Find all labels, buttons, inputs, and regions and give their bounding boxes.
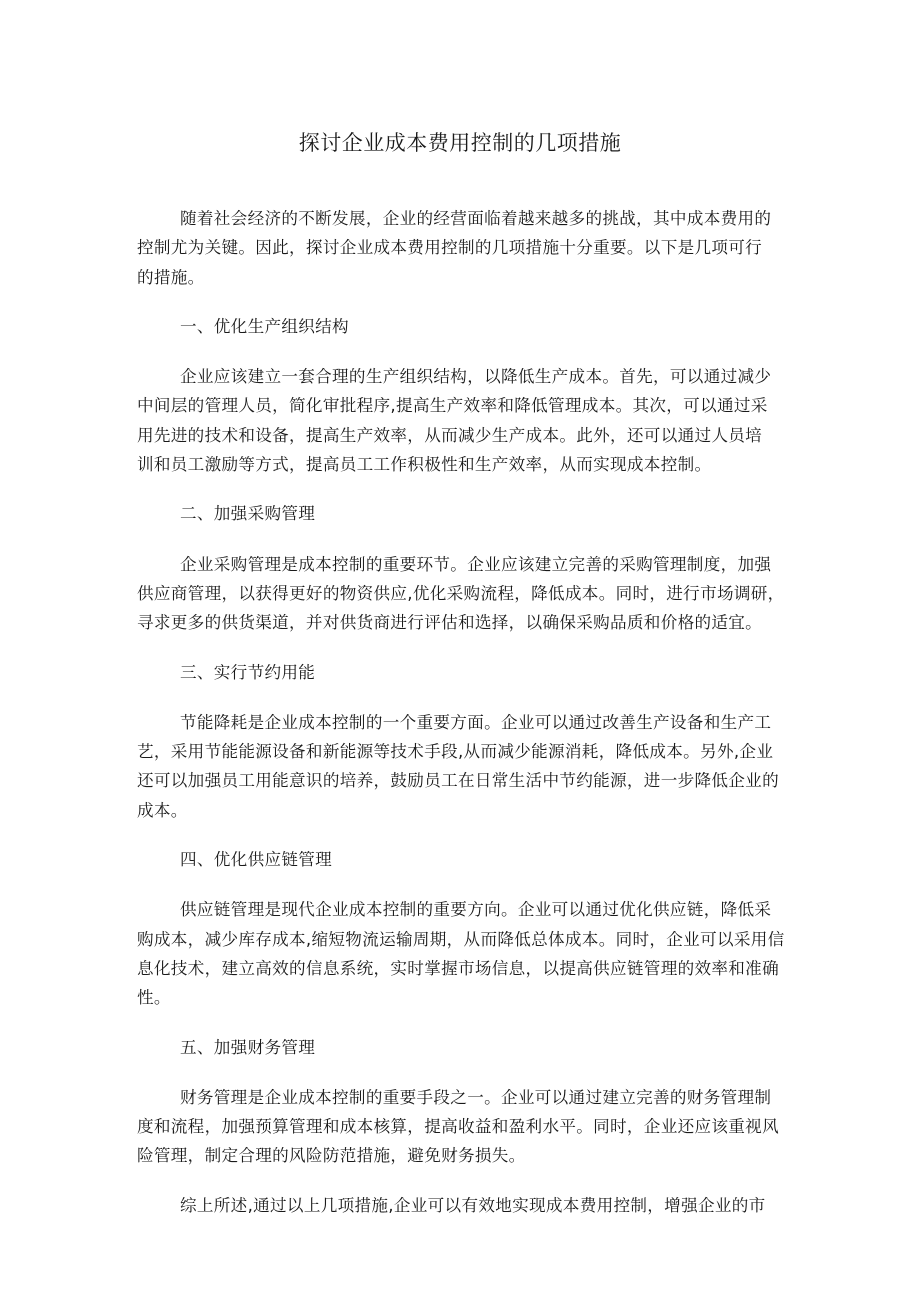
section-paragraph xyxy=(137,550,797,638)
section-heading: 一、优化生产组织结构 xyxy=(180,316,349,336)
text-line: 的措施。 xyxy=(137,267,205,287)
text-line: 企业采购管理是成本控制的重要环节。企业应该建立完善的采购管理制度，加强 xyxy=(180,554,772,574)
text-line: 艺，采用节能能源设备和新能源等技术手段,从而减少能源消耗，降低成本。另外,企业 xyxy=(137,742,774,762)
document-title: 探讨企业成本费用控制的几项措施 xyxy=(298,131,622,155)
text-line: 性。 xyxy=(137,988,171,1008)
text-line: 还可以加强员工用能意识的培养，鼓励员工在日常生活中节约能源，进一步降低企业的 xyxy=(137,771,779,791)
text-line: 供应商管理，以获得更好的物资供应,优化采购流程，降低成本。同时，进行市场调研， xyxy=(137,583,785,603)
conclusion-paragraph xyxy=(137,1191,797,1220)
text-line: 成本。 xyxy=(137,800,188,820)
section-paragraph xyxy=(137,362,797,479)
section-heading: 二、加强采购管理 xyxy=(180,504,316,524)
text-line: 用先进的技术和设备，提高生产效率，从而减少生产成本。此外，还可以通过人员培 xyxy=(137,425,763,445)
text-line: 险管理，制定合理的风险防范措施，避免财务损失。 xyxy=(137,1146,526,1166)
section-paragraph xyxy=(137,708,797,825)
text-line: 供应链管理是现代企业成本控制的重要方向。企业可以通过优化供应链，降低采 xyxy=(180,900,772,920)
text-line: 寻求更多的供货渠道，并对供货商进行评估和选择，以确保采购品质和价格的适宜。 xyxy=(137,613,763,633)
section-heading: 四、优化供应链管理 xyxy=(180,850,333,870)
text-line: 综上所述,通过以上几项措施,企业可以有效地实现成本费用控制，增强企业的市 xyxy=(180,1195,766,1215)
text-line: 度和流程，加强预算管理和成本核算，提高收益和盈利水平。同时，企业还应该重视风 xyxy=(137,1117,779,1137)
intro-paragraph xyxy=(137,204,797,292)
section-paragraph xyxy=(137,895,797,1012)
section-heading: 三、实行节约用能 xyxy=(180,662,316,682)
text-line: 节能降耗是企业成本控制的一个重要方面。企业可以通过改善生产设备和生产工 xyxy=(180,712,772,732)
document-body xyxy=(137,204,797,1220)
section-2 xyxy=(137,499,797,637)
text-line: 息化技术，建立高效的信息系统，实时掌握市场信息，以提高供应链管理的效率和准确 xyxy=(137,958,779,978)
section-3 xyxy=(137,658,797,825)
section-1 xyxy=(137,312,797,479)
text-line: 随着社会经济的不断发展，企业的经营面临着越来越多的挑战，其中成本费用的 xyxy=(180,209,772,228)
text-line: 训和员工激励等方式，提高员工工作积极性和生产效率，从而实现成本控制。 xyxy=(137,455,712,475)
section-4 xyxy=(137,845,797,1012)
section-paragraph xyxy=(137,1083,797,1171)
text-line: 财务管理是企业成本控制的重要手段之一。企业可以通过建立完善的财务管理制 xyxy=(180,1087,772,1107)
text-line: 中间层的管理人员，简化审批程序,提高生产效率和降低管理成本。其次，可以通过采 xyxy=(137,396,768,416)
text-line: 购成本，减少库存成本,缩短物流运输周期，从而降低总体成本。同时，企业可以采用信 xyxy=(137,929,785,949)
section-5 xyxy=(137,1033,797,1171)
text-line: 企业应该建立一套合理的生产组织结构，以降低生产成本。首先，可以通过减少 xyxy=(180,367,772,387)
text-line: 控制尤为关键。因此，探讨企业成本费用控制的几项措施十分重要。以下是几项可行 xyxy=(137,238,763,258)
section-heading: 五、加强财务管理 xyxy=(180,1037,316,1057)
